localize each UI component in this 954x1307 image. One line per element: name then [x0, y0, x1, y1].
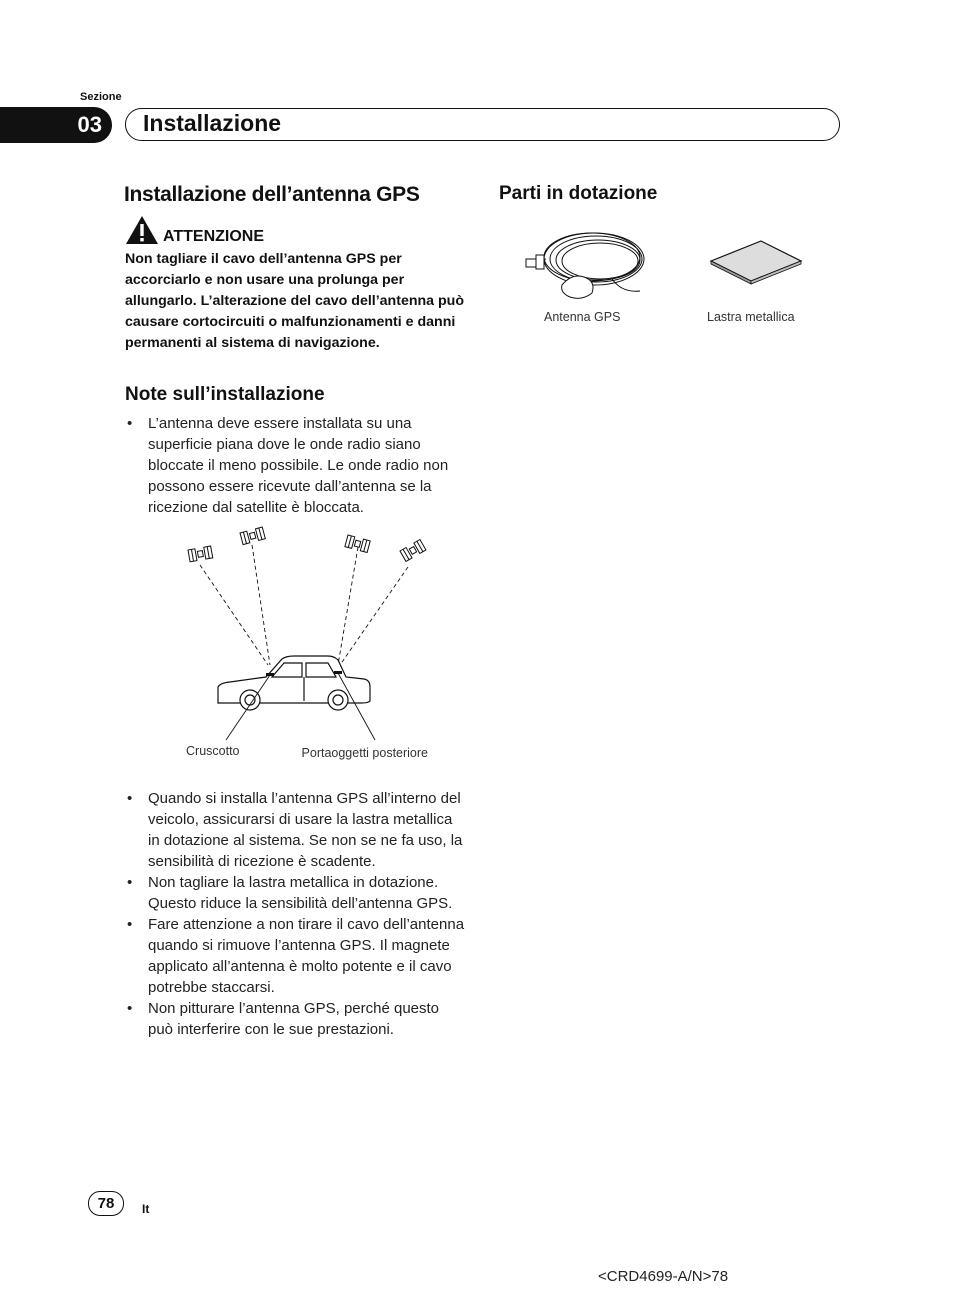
section-number-badge [0, 107, 112, 143]
installation-notes-list-2 [125, 788, 465, 1040]
list-item: • Non pitturare l’antenna GPS, perché questo può interferire con le sue prestazioni. [125, 998, 465, 1040]
satellite-icon [188, 527, 426, 562]
section-label: Sezione [80, 91, 122, 103]
language-code: It [142, 1202, 150, 1216]
label-gps-antenna: Antenna GPS [544, 310, 621, 324]
metal-plate-icon [706, 237, 806, 287]
list-item: • L’antenna deve essere installata su una superficie piana dove le onde radio siano bloccate il meno possibile. Le onde radio non possono essere ricevute dall’antenna se la ricezione dal satellite è bloccata. [125, 413, 465, 518]
gps-antenna-icon [522, 217, 652, 307]
document-code: <CRD4699-A/N>78 [598, 1268, 729, 1285]
section-number: 03 [77, 112, 102, 137]
page-number-badge [88, 1191, 124, 1216]
caution-text: Non tagliare il cavo dell’antenna GPS per accorciarlo e non usare una prolunga per allungarlo. L’alterazione del cavo dell’antenna può causare cortocircuiti o malfunzionamenti e danni permanenti al sistema di navigazione. [125, 251, 464, 351]
list-item: • Quando si installa l’antenna GPS all’interno del veicolo, assicurarsi di usare la lastra metallica in dotazione al sistema. Se non se ne fa uso, la sensibilità di ricezione è scadente. [125, 788, 465, 872]
heading-gps-antenna-installation: Installazione dell’antenna GPS [124, 183, 420, 206]
warning-triangle-icon [125, 215, 159, 245]
caution-title: ATTENZIONE [163, 228, 265, 245]
section-title: Installazione [143, 110, 282, 136]
label-metal-plate: Lastra metallica [707, 310, 795, 324]
label-rear-shelf: Portaoggetti posteriore [301, 746, 428, 760]
page-number: 78 [97, 1195, 115, 1212]
installation-notes-list-1 [125, 413, 465, 518]
car-icon [218, 656, 370, 710]
label-dashboard: Cruscotto [186, 744, 240, 758]
heading-installation-notes: Note sull’installazione [125, 384, 325, 405]
list-item: • Non tagliare la lastra metallica in dotazione. Questo riduce la sensibilità dell’antenna GPS. [125, 872, 465, 914]
list-item: • Fare attenzione a non tirare il cavo dell’antenna quando si rimuove l’antenna GPS. Il magnete applicato all’antenna è molto potente e il cavo potrebbe staccarsi. [125, 914, 465, 998]
car-satellite-figure [180, 525, 450, 745]
heading-supplied-parts: Parti in dotazione [499, 183, 658, 204]
